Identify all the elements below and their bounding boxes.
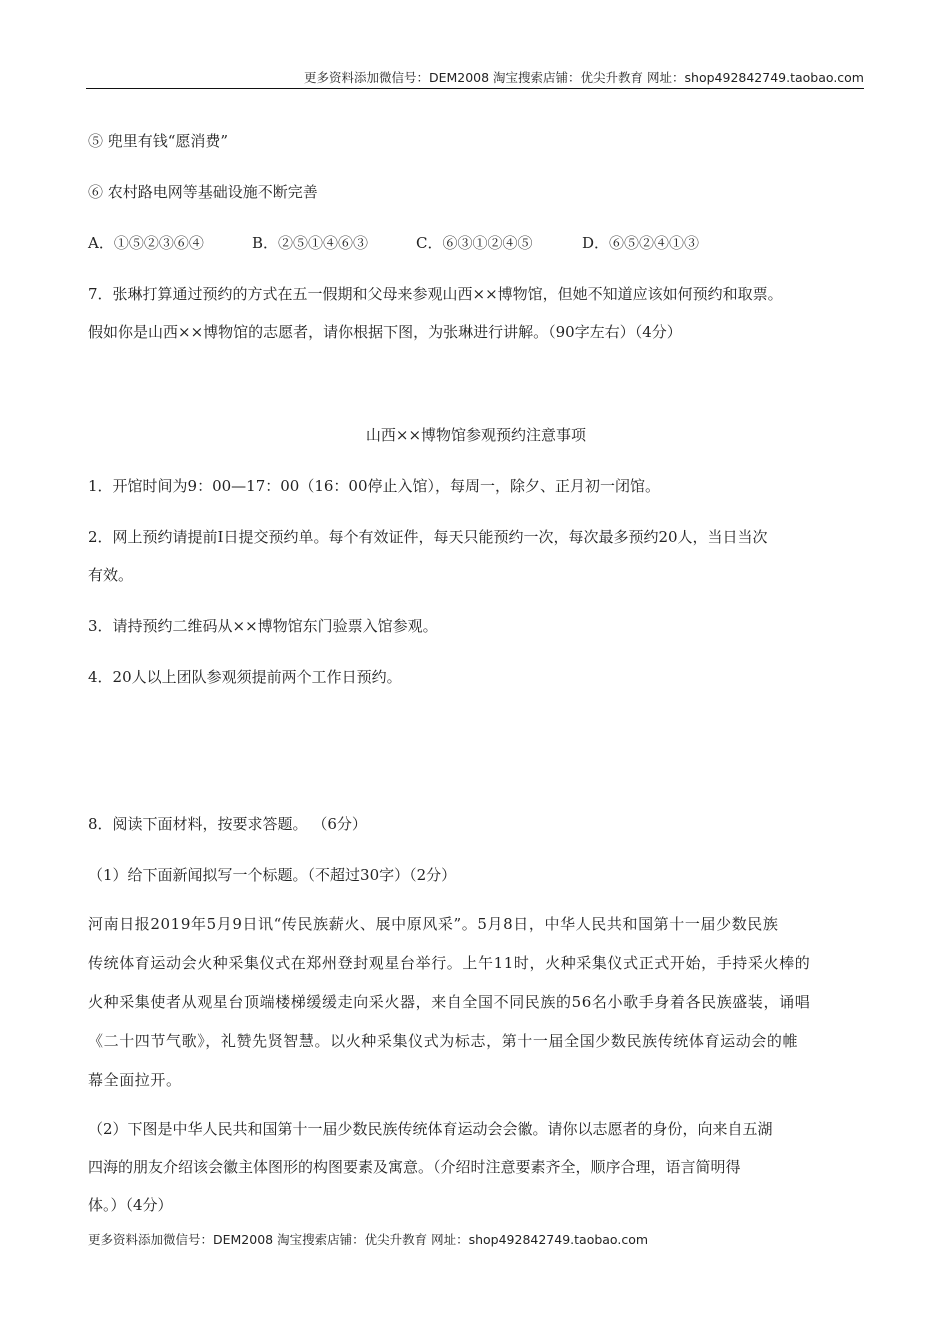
option-d: D．⑥⑤②④①③ <box>582 234 700 252</box>
option-b: B．②⑤①④⑥③ <box>252 234 369 252</box>
question-7-line-1: 7．张琳打算通过预约的方式在五一假期和父母来参观山西××博物馆，但她不知道应该如何预约和取票。 <box>88 285 783 303</box>
header-rule <box>86 88 864 89</box>
question-8-part-2-line: 四海的朋友介绍该会徽主体图形的构图要素及寓意。（介绍时注意要素齐全，顺序合理，语言简明得 <box>88 1158 741 1176</box>
question-8-part-1: （1）给下面新闻拟写一个标题。（不超过30字）（2分） <box>88 866 457 884</box>
notice-rule-1: 1．开馆时间为9：00—17：00（16：00停止入馆），每周一，除夕、正月初一闭馆。 <box>88 477 661 495</box>
option-c: C．⑥③①②④⑤ <box>416 234 533 252</box>
question-8-part-2-line: 体。）（4分） <box>88 1196 173 1214</box>
notice-rule-2-line-1: 2．网上预约请提前Ⅰ日提交预约单。每个有效证件，每天只能预约一次，每次最多预约20人，当日当次 <box>88 528 768 546</box>
news-line: 《二十四节气歌》，礼赞先贤智慧。以火种采集仪式为标志，第十一届全国少数民族传统体育运动会的帷 <box>88 1032 799 1050</box>
item-6: ⑥ 农村路电网等基础设施不断完善 <box>88 183 318 201</box>
news-line: 河南日报2019年5月9日讯“传民族薪火、展中原风采”。5月8日，中华人民共和国第十一届少数民族 <box>88 915 779 933</box>
news-line: 传统体育运动会火种采集仪式在郑州登封观星台举行。上午11时，火种采集仪式正式开始，手持采火棒的 <box>88 954 811 972</box>
notice-title: 山西××博物馆参观预约注意事项 <box>365 426 587 444</box>
question-8-part-2-line: （2）下图是中华人民共和国第十一届少数民族传统体育运动会会徽。请你以志愿者的身份，向来自五湖 <box>88 1120 773 1138</box>
notice-rule-2-line-2: 有效。 <box>88 566 134 584</box>
page-footer: 更多资料添加微信号：DEM2008 淘宝搜索店铺：优尖升教育 网址：shop492842749.taobao.com <box>88 1232 649 1247</box>
item-5: ⑤ 兜里有钱“愿消费” <box>88 132 229 150</box>
question-8-stem: 8．阅读下面材料，按要求答题。 （6分） <box>88 815 367 833</box>
notice-rule-4: 4．20人以上团队参观须提前两个工作日预约。 <box>88 668 402 686</box>
question-7-line-2: 假如你是山西××博物馆的志愿者，请你根据下图，为张琳进行讲解。（90字左右）（4分） <box>88 323 682 341</box>
news-line: 火种采集使者从观星台顶端楼梯缓缓走向采火器，来自全国不同民族的56名小歌手身着各民族盛装，诵唱 <box>88 993 811 1011</box>
notice-rule-3: 3．请持预约二维码从××博物馆东门验票入馆参观。 <box>88 617 438 635</box>
news-line: 幕全面拉开。 <box>88 1071 182 1089</box>
option-a: A．①⑤②③⑥④ <box>88 234 204 252</box>
page-header: 更多资料添加微信号：DEM2008 淘宝搜索店铺：优尖升教育 网址：shop492842749.taobao.com <box>303 70 864 85</box>
